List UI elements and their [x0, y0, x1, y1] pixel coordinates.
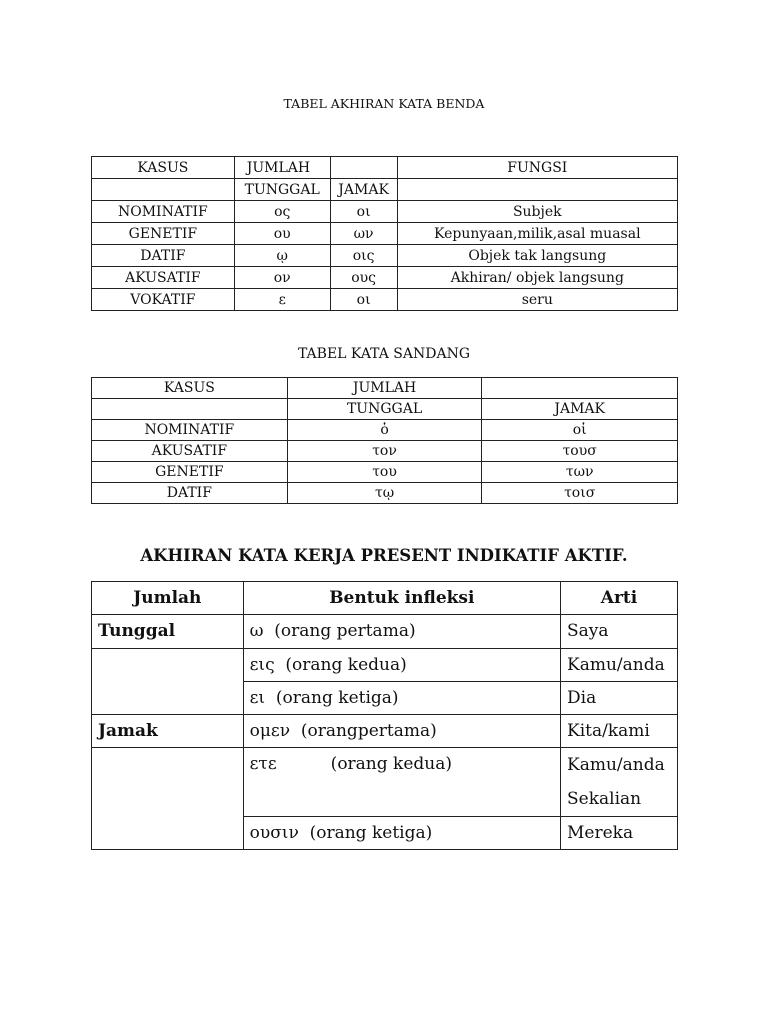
table-subheader-row	[92, 179, 678, 201]
header-jumlah: JUMLAH	[234, 157, 330, 179]
cell-tunggal: τῳ	[287, 483, 482, 504]
table-row	[92, 748, 678, 817]
cell-kasus: DATIF	[92, 245, 235, 267]
cell-bentuk: ουσιν (orang ketiga)	[243, 817, 560, 850]
cell-bentuk: ω (orang pertama)	[243, 615, 560, 649]
cell-kasus: NOMINATIF	[92, 420, 288, 441]
cell-kasus: NOMINATIF	[92, 201, 235, 223]
header-blank	[330, 157, 397, 179]
table-header-row	[92, 157, 678, 179]
cell-bentuk: ετε (orang kedua)	[243, 748, 560, 817]
cell-tunggal: τον	[287, 441, 482, 462]
cell-jamak: οι	[330, 289, 397, 311]
cell-fungsi: Subjek	[397, 201, 677, 223]
cell-tunggal: ὁ	[287, 420, 482, 441]
cell-bentuk: ομεν (orangpertama)	[243, 715, 560, 748]
header-bentuk: Bentuk infleksi	[243, 582, 560, 615]
subheader-tunggal: TUNGGAL	[287, 399, 482, 420]
table-header-row	[92, 582, 678, 615]
table-row	[92, 462, 678, 483]
cell-fungsi: Akhiran/ objek langsung	[397, 267, 677, 289]
table3-title: AKHIRAN KATA KERJA PRESENT INDIKATIF AKTIF.	[140, 546, 628, 565]
table2-title: TABEL KATA SANDANG	[297, 346, 471, 362]
header-jumlah: Jumlah	[92, 582, 244, 615]
cell-jamak: των	[482, 462, 678, 483]
table-row	[92, 245, 678, 267]
table-row	[92, 267, 678, 289]
cell-tunggal: ος	[234, 201, 330, 223]
article-table	[91, 377, 678, 504]
cell-jamak: ων	[330, 223, 397, 245]
noun-endings-table	[91, 156, 678, 311]
subheader-jamak: JAMAK	[330, 179, 397, 201]
table-row	[92, 715, 678, 748]
group-jamak-label: Jamak	[92, 715, 244, 748]
table-row	[92, 483, 678, 504]
group-tunggal-label: Tunggal	[92, 615, 244, 649]
cell-kasus: GENETIF	[92, 462, 288, 483]
cell-arti: Mereka	[561, 817, 678, 850]
cell-arti: Saya	[561, 615, 678, 649]
cell-bentuk: εις (orang kedua)	[243, 649, 560, 682]
cell-arti	[561, 748, 678, 817]
cell-jamak: οἱ	[482, 420, 678, 441]
cell-tunggal: του	[287, 462, 482, 483]
header-kasus: KASUS	[92, 378, 288, 399]
table-subheader-row	[92, 399, 678, 420]
header-kasus: KASUS	[92, 157, 235, 179]
table-row	[92, 289, 678, 311]
table-header-row	[92, 378, 678, 399]
header-jumlah: JUMLAH	[287, 378, 482, 399]
cell-kasus: DATIF	[92, 483, 288, 504]
header-fungsi: FUNGSI	[397, 157, 677, 179]
cell-jamak: ους	[330, 267, 397, 289]
cell-fungsi: Objek tak langsung	[397, 245, 677, 267]
subheader-tunggal: TUNGGAL	[234, 179, 330, 201]
cell-bentuk: ει (orang ketiga)	[243, 682, 560, 715]
table-row	[92, 441, 678, 462]
cell-kasus: GENETIF	[92, 223, 235, 245]
cell-tunggal: ε	[234, 289, 330, 311]
cell-jamak: τοισ	[482, 483, 678, 504]
cell-kasus: VOKATIF	[92, 289, 235, 311]
verb-endings-table	[91, 581, 678, 850]
cell-jamak: οις	[330, 245, 397, 267]
arti-line-2: Sekalian	[567, 789, 642, 809]
table-row	[92, 201, 678, 223]
cell-arti: Dia	[561, 682, 678, 715]
cell-arti: Kamu/anda	[561, 649, 678, 682]
cell-fungsi: Kepunyaan,milik,asal muasal	[397, 223, 677, 245]
cell-arti: Kita/kami	[561, 715, 678, 748]
cell-kasus: AKUSATIF	[92, 267, 235, 289]
cell-fungsi: seru	[397, 289, 677, 311]
table-row	[92, 649, 678, 682]
table-row	[92, 615, 678, 649]
cell-kasus: AKUSATIF	[92, 441, 288, 462]
cell-tunggal: ου	[234, 223, 330, 245]
cell-tunggal: ον	[234, 267, 330, 289]
arti-line-1: Kamu/anda	[567, 755, 665, 775]
cell-tunggal: ῳ	[234, 245, 330, 267]
cell-jamak: οι	[330, 201, 397, 223]
table-row	[92, 223, 678, 245]
cell-jamak: τουσ	[482, 441, 678, 462]
table-row	[92, 420, 678, 441]
table1-title: TABEL AKHIRAN KATA BENDA	[283, 96, 485, 111]
subheader-jamak: JAMAK	[482, 399, 678, 420]
header-arti: Arti	[561, 582, 678, 615]
